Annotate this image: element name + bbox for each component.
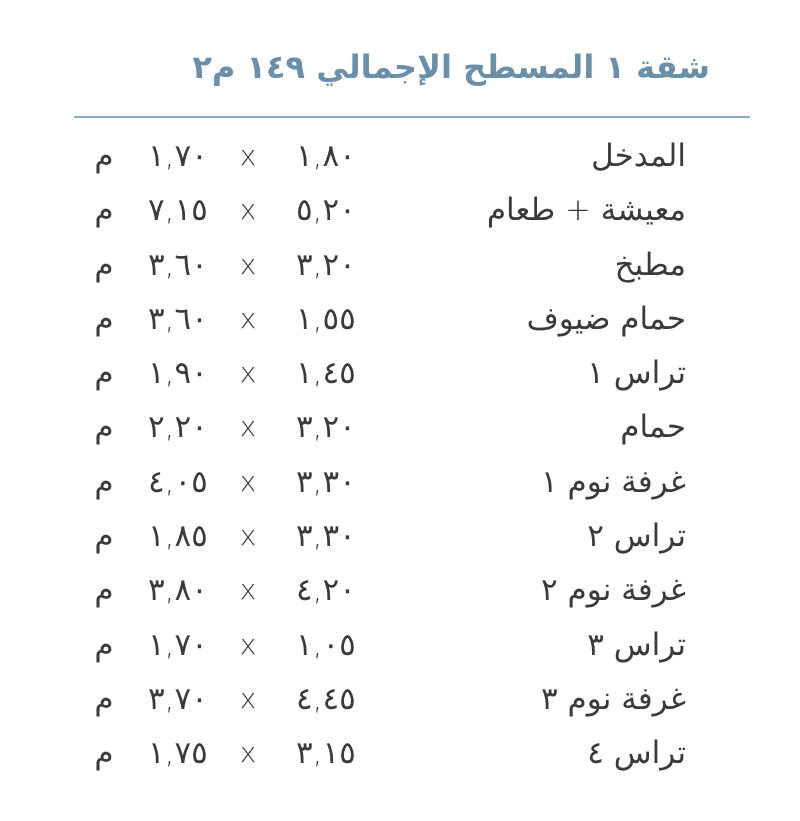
unit-label: م	[94, 192, 114, 229]
room-dimension-1: ٤,٢٠	[296, 572, 356, 609]
list-item	[0, 725, 800, 779]
room-name: المدخل	[591, 138, 686, 174]
unit-label: م	[94, 355, 114, 392]
list-item	[0, 182, 800, 236]
room-dimension-2: ٣,٨٠	[148, 572, 208, 609]
unit-label: م	[94, 300, 114, 337]
room-dimension-1: ٣,٣٠	[296, 463, 356, 500]
room-name: تراس ٣	[587, 626, 686, 663]
room-name: غرفة نوم ٣	[541, 680, 686, 717]
unit-label: م	[94, 463, 114, 500]
list-item	[0, 291, 800, 345]
room-dimension-1: ١,٤٥	[296, 355, 356, 392]
room-dimension-2: ١,٧٠	[148, 626, 208, 663]
dimension-separator: x	[239, 464, 257, 498]
room-dimension-1: ١,٨٠	[296, 138, 356, 174]
room-dimension-1: ١,٥٥	[296, 300, 356, 337]
unit-label: م	[94, 518, 114, 555]
room-name: مطبخ	[614, 246, 686, 283]
unit-label: م	[94, 626, 114, 663]
dimension-separator: x	[239, 736, 257, 770]
list-item	[0, 671, 800, 725]
unit-label: م	[94, 138, 114, 174]
room-name: تراس ١	[587, 355, 686, 392]
room-dimension-1: ٥,٢٠	[296, 192, 356, 229]
dimension-separator: x	[239, 681, 257, 715]
room-dimension-2: ١,٧٠	[148, 138, 208, 174]
room-dimension-2: ٣,٦٠	[148, 246, 208, 283]
list-item	[0, 617, 800, 671]
room-dimension-1: ٤,٤٥	[296, 680, 356, 717]
room-dimension-2: ١,٧٥	[148, 735, 208, 772]
dimension-separator: x	[239, 139, 257, 172]
dimension-separator: x	[239, 573, 257, 607]
list-item	[0, 562, 800, 616]
title-underline	[74, 116, 750, 118]
dimension-separator: x	[239, 247, 257, 281]
room-dimension-1: ٣,١٥	[296, 735, 356, 772]
dimension-separator: x	[239, 193, 257, 227]
room-dimension-2: ٣,٦٠	[148, 300, 208, 337]
unit-label: م	[94, 409, 114, 446]
unit-label: م	[94, 680, 114, 717]
room-dimension-2: ١,٩٠	[148, 355, 208, 392]
room-dimensions-list	[0, 128, 800, 780]
room-dimension-2: ٤,٠٥	[148, 463, 208, 500]
room-name: حمام ضيوف	[526, 300, 686, 337]
dimension-separator: x	[239, 356, 257, 390]
room-dimension-2: ٢,٢٠	[148, 409, 208, 446]
room-name: غرفة نوم ٢	[541, 572, 686, 609]
room-dimension-1: ٣,٢٠	[296, 409, 356, 446]
list-item	[0, 128, 800, 182]
list-item	[0, 454, 800, 508]
room-dimension-2: ٣,٧٠	[148, 680, 208, 717]
room-name: حمام	[620, 409, 686, 446]
unit-label: م	[94, 735, 114, 772]
list-item	[0, 399, 800, 453]
dimension-separator: x	[239, 627, 257, 661]
room-name: معيشة + طعام	[486, 192, 686, 229]
list-item	[0, 508, 800, 562]
dimension-separator: x	[239, 519, 257, 553]
dimension-separator: x	[239, 410, 257, 444]
list-item	[0, 345, 800, 399]
room-dimension-1: ١,٠٥	[296, 626, 356, 663]
room-dimension-2: ٧,١٥	[148, 192, 208, 229]
room-name: تراس ٤	[587, 735, 686, 772]
room-dimension-1: ٣,٢٠	[296, 246, 356, 283]
room-name: تراس ٢	[587, 518, 686, 555]
list-item	[0, 237, 800, 291]
room-dimension-2: ١,٨٥	[148, 518, 208, 555]
page-title: شقة ١ المسطح الإجمالي ١٤٩ م٢	[192, 48, 710, 86]
room-dimension-1: ٣,٣٠	[296, 518, 356, 555]
unit-label: م	[94, 246, 114, 283]
room-name: غرفة نوم ١	[541, 463, 686, 500]
unit-label: م	[94, 572, 114, 609]
dimension-separator: x	[239, 301, 257, 335]
